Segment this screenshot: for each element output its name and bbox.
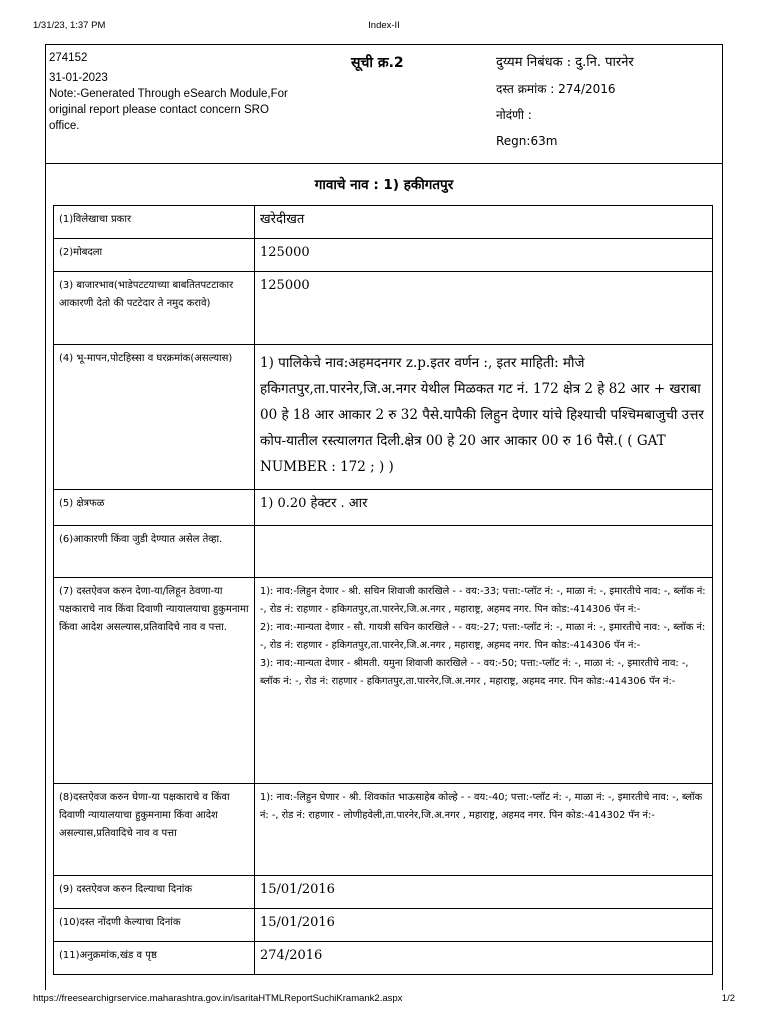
row-label: (11)अनुक्रमांक,खंड व पृष्ठ [54,942,255,975]
table-row [54,526,713,578]
print-datetime: 1/31/23, 1:37 PM [33,20,106,31]
row-label: (4) भू-मापन,पोटहिस्सा व घरक्रमांक(असल्यास) [54,345,255,490]
row-value: खरेदीखत [255,206,713,239]
table-row [54,876,713,909]
row-value: 125000 [255,272,713,345]
row-value: 15/01/2016 [255,909,713,942]
print-page-title: Index-II [368,20,400,31]
document-note: Note:-Generated Through eSearch Module,For original report please contact concern SRO office. [49,88,288,132]
table-row [54,784,713,876]
village-name: गावाचे नाव : 1) हकीगतपुर [314,177,454,193]
row-value: 1): नाव:-लिहुन देणार - श्री. सचिन शिवाजी कारखिले - - वय:-33; पत्ता:-प्लॉट नं: -, माळा नं: -, इमारतीचे नाव: -, ब्लॉक नं: -, रोड नं: राहणार - हकिगतपुर,ता.पारनेर,जि.अ.नगर , महाराष्ट्र, अहमद नगर. पिन कोड:-414306 पॅन नं:- 2): नाव:-मान्यता देणार - सौ. गायत्री सचिन कारखिले - - वय:-27; पत्ता:-प्लॉट नं: -, माळा नं: -, इमारतीचे नाव: -, ब्लॉक नं: -, रोड नं: राहणार - हकिगतपुर,ता.पारनेर,जि.अ.नगर , महाराष्ट्र, अहमद नगर. पिन कोड:-414306 पॅन नं:- 3): नाव:-मान्यता देणार - श्रीमती. यमुना शिवाजी कारखिले - - वय:-50; पत्ता:-प्लॉट नं: -, माळा नं: -, इमारतीचे नाव: -, ब्लॉक नं: -, रोड नं: राहणार - हकिगतपुर,ता.पारनेर,जि.अ.नगर , महाराष्ट्र, अहमद नगर. पिन कोड:-414306 पॅन नं:- [255,578,713,784]
table-row [54,239,713,272]
table-row [54,272,713,345]
row-value: 1) 0.20 हेक्टर . आर [255,490,713,526]
regn-code: Regn:63m [496,134,558,148]
registration-label: नोदंणी : [496,108,532,122]
table-row [54,206,713,239]
row-value: 1) पालिकेचे नाव:अहमदनगर z.p.इतर वर्णन :, इतर माहिती: मौजे हकिगतपुर,ता.पारनेर,जि.अ.नगर येथील मिळकत गट नं. 172 क्षेत्र 2 हे 82 आर + खराबा 00 हे 18 आर आकार 2 रु 32 पैसे.यापैकी लिहुन देणार यांचे हिश्याची पश्चिमबाजुची उत्तर कोप-यातील रस्त्यालगत दिली.क्षेत्र 00 हे 20 आर आकार 00 रु 16 पैसे.( ( GAT NUMBER : 172 ; ) ) [255,345,713,490]
table-row [54,345,713,490]
document-frame [45,44,723,990]
row-label: (10)दस्त नोंदणी केल्याचा दिनांक [54,909,255,942]
row-label: (6)आकारणी किंवा जुडी देण्यात असेल तेव्हा. [54,526,255,578]
row-value [255,526,713,578]
page-number: 1/2 [721,993,735,1004]
row-value: 15/01/2016 [255,876,713,909]
sub-registrar: दुय्यम निबंधक : दु.नि. पारनेर [496,55,634,70]
print-header [0,0,768,40]
document-meta [49,50,289,134]
table-row [54,578,713,784]
page-url-link[interactable]: https://freesearchigrservice.maharashtra.gov.in/isaritaHTMLReportSuchiKramank2.aspx [33,993,403,1004]
row-label: (3) बाजारभाव(भाडेपटटयाच्या बाबतितपटटाकार आकारणी देतो की पटटेदार ते नमुद करावे) [54,272,255,345]
document-header [46,45,722,164]
details-table [53,205,713,975]
row-label: (2)मोबदला [54,239,255,272]
row-value: 1): नाव:-लिहुन घेणार - श्री. शिवकांत भाऊसाहेब कोल्हे - - वय:-40; पत्ता:-प्लॉट नं: -, माळा नं: -, इमारतीचे नाव: -, ब्लॉक नं: -, रोड नं: राहणार - लोणीहवेली,ता.पारनेर,जि.अ.नगर , महाराष्ट्र, अहमद नगर. पिन कोड:-414302 पॅन नं:- [255,784,713,876]
row-label: (5) क्षेत्रफळ [54,490,255,526]
row-label: (1)विलेखाचा प्रकार [54,206,255,239]
row-label: (7) दस्तऐवज करुन देणा-या/लिहून ठेवणा-या पक्षकाराचे नाव किंवा दिवाणी न्यायालयाचा हुकुमनामा किंवा आदेश असल्यास,प्रतिवादिचे नाव व पत्ता. [54,578,255,784]
row-value: 274/2016 [255,942,713,975]
table-row [54,942,713,975]
document-id: 274152 [49,52,88,64]
row-value: 125000 [255,239,713,272]
document-number: दस्त क्रमांक : 274/2016 [496,82,616,96]
table-row [54,909,713,942]
document-title: सूची क्र.2 [351,55,404,71]
row-label: (8)दस्तऐवज करुन घेणा-या पक्षकाराचे व किंवा दिवाणी न्यायालयाचा हुकुमनामा किंवा आदेश असल्यास,प्रतिवादिचे नाव व पत्ता [54,784,255,876]
row-label: (9) दस्तऐवज करुन दिल्याचा दिनांक [54,876,255,909]
table-row [54,490,713,526]
registration-info [496,55,716,159]
document-date: 31-01-2023 [49,72,108,84]
